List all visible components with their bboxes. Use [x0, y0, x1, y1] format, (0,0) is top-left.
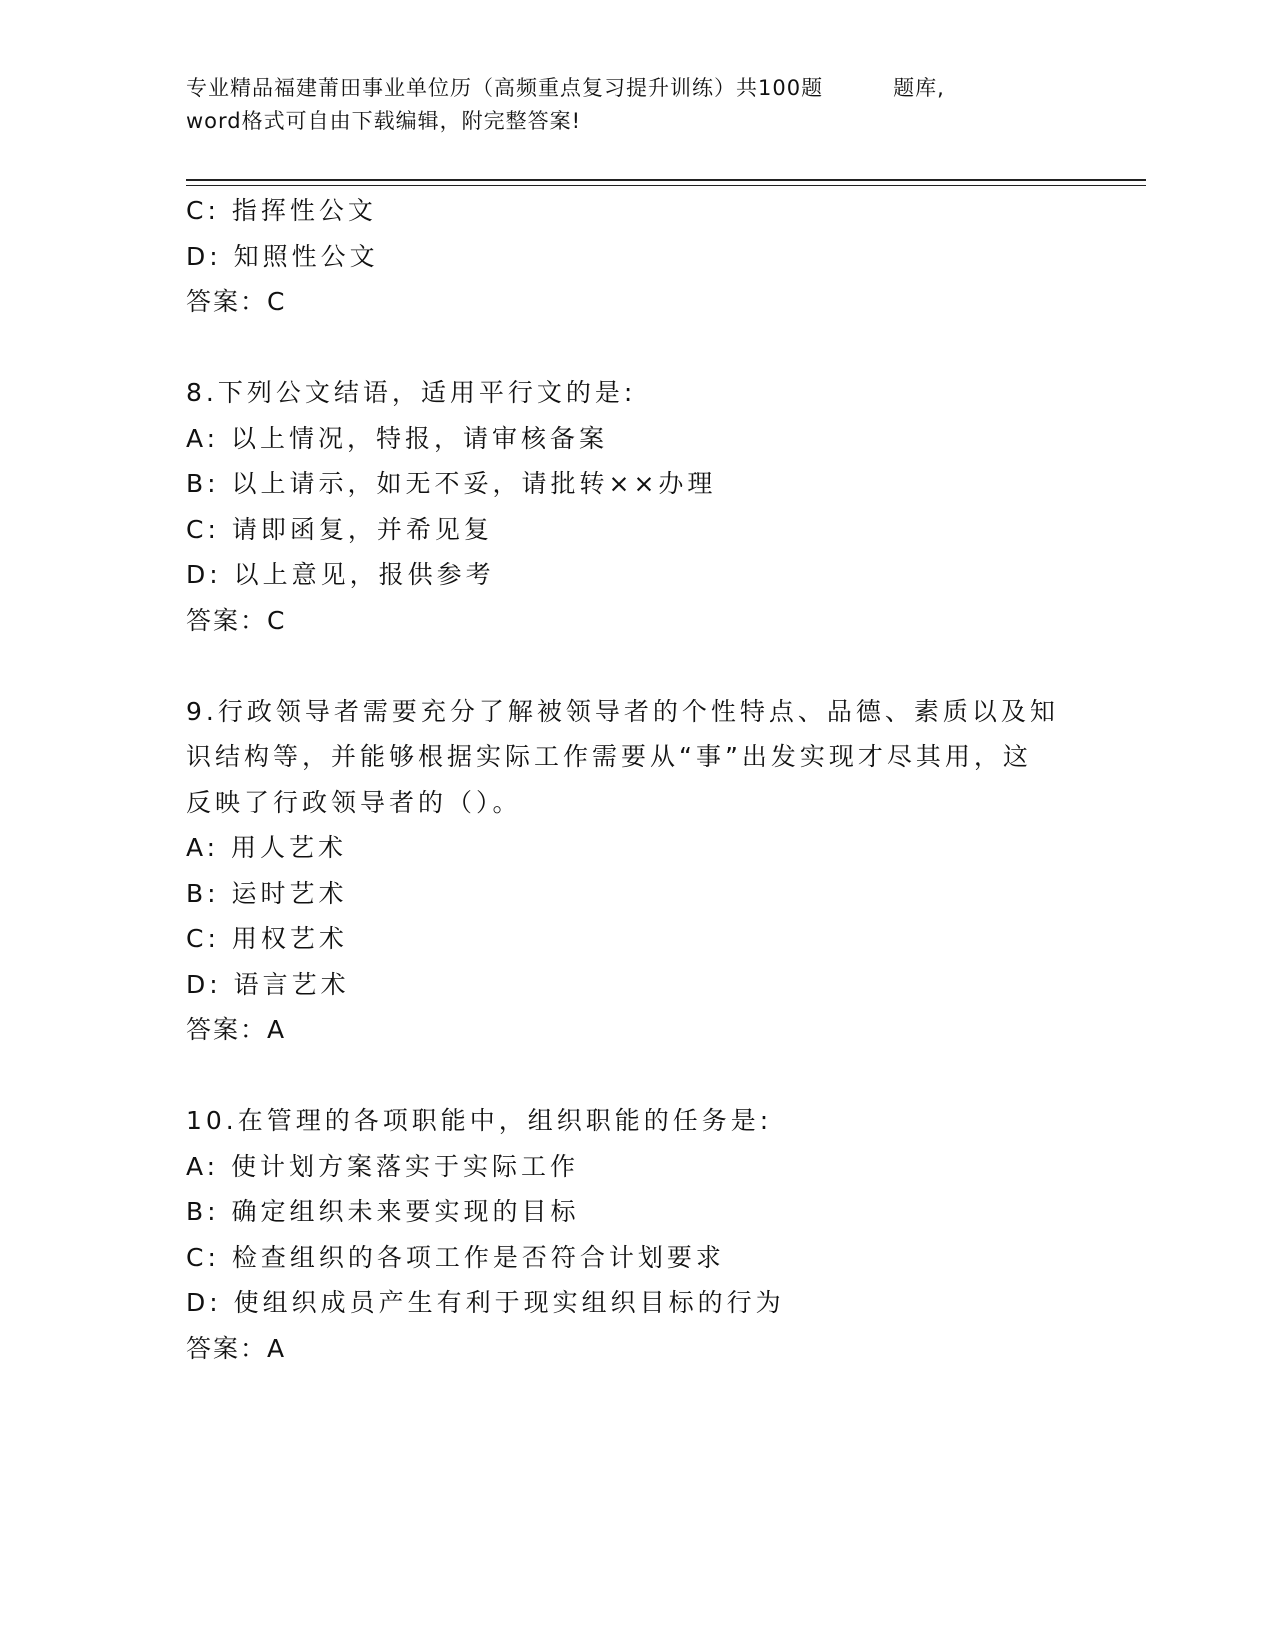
question-list — [186, 188, 1066, 1371]
question-continuation — [186, 188, 1066, 325]
option-b: B: 以上请示，如无不妥，请批转××办理 — [186, 469, 717, 498]
answer-line: 答案：A — [186, 1015, 287, 1044]
document-header — [186, 72, 1086, 138]
option-d: D: 知照性公文 — [186, 241, 379, 271]
option-d: D: 使组织成员产生有利于现实组织目标的行为 — [186, 1288, 785, 1317]
option-d: D: 语言艺术 — [186, 969, 350, 999]
option-b: B: 运时艺术 — [186, 878, 348, 908]
option-c: C: 指挥性公文 — [186, 196, 377, 225]
question-stem-line-3: 反映了行政领导者的（）。 — [186, 787, 522, 817]
question-stem-line-1: 9.行政领导者需要充分了解被领导者的个性特点、品德、素质以及知 — [186, 696, 1059, 726]
answer-line: 答案：A — [186, 1333, 287, 1363]
header-divider — [186, 179, 1146, 181]
option-c: C: 检查组织的各项工作是否符合计划要求 — [186, 1242, 725, 1272]
option-d: D: 以上意见，报供参考 — [186, 560, 495, 589]
option-a: A: 以上情况，特报，请审核备案 — [186, 423, 609, 453]
option-a: A: 使计划方案落实于实际工作 — [186, 1151, 580, 1181]
answer-line: 答案：C — [186, 605, 287, 635]
header-title-line — [186, 72, 1086, 105]
option-c: C: 请即函复，并希见复 — [186, 514, 493, 544]
question-9 — [186, 689, 1066, 1053]
question-stem: 10.在管理的各项职能中，组织职能的任务是: — [186, 1106, 773, 1135]
question-stem: 8.下列公文结语，适用平行文的是: — [186, 378, 637, 407]
header-subtitle: word格式可自由下载编辑，附完整答案! — [186, 109, 582, 133]
question-8 — [186, 370, 1066, 643]
header-title: 专业精品福建莆田事业单位历（高频重点复习提升训练）共100题 — [186, 76, 824, 100]
question-stem-line-2: 识结构等，并能够根据实际工作需要从“事”出发实现才尽其用，这 — [186, 742, 1032, 771]
question-10 — [186, 1098, 1066, 1371]
option-c: C: 用权艺术 — [186, 924, 348, 953]
option-b: B: 确定组织未来要实现的目标 — [186, 1197, 580, 1226]
option-a: A: 用人艺术 — [186, 833, 348, 862]
header-title-suffix: 题库, — [893, 76, 945, 100]
answer-line: 答案：C — [186, 287, 287, 316]
header-divider-thin — [186, 185, 1146, 186]
